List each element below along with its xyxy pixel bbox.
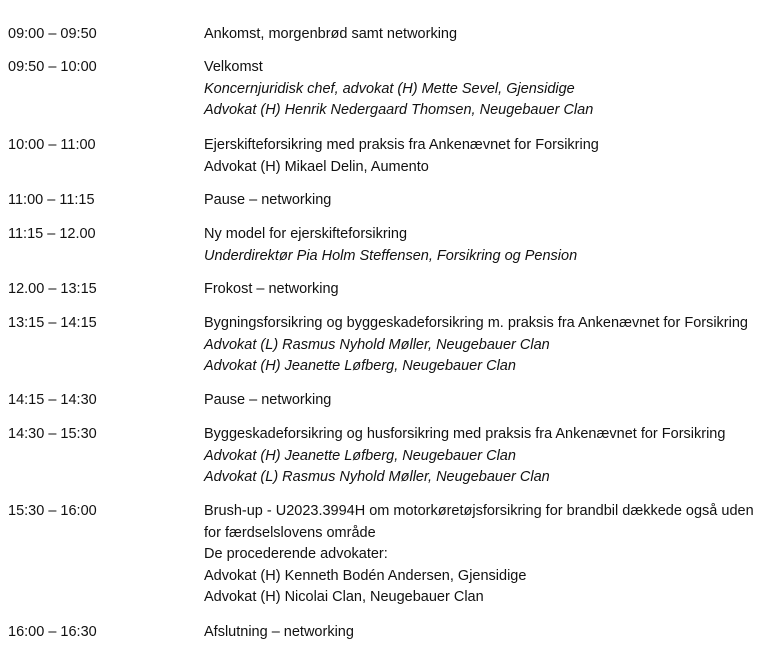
row-content: [204, 190, 770, 212]
row-time: 12.00 – 13:15: [8, 281, 97, 297]
session-title: Afslutning – networking: [204, 624, 354, 640]
row-time: 11:15 – 12.00: [8, 226, 96, 242]
session-title: Velkomst: [204, 59, 263, 75]
speaker-line: Advokat (H) Kenneth Bodén Andersen, Gjensidige: [204, 567, 527, 584]
speaker-line: Advokat (H) Mikael Delin, Aumento: [204, 158, 429, 175]
row-content: [204, 622, 770, 644]
speaker-line: Advokat (H) Henrik Nedergaard Thomsen, Neugebauer Clan: [204, 102, 594, 118]
row-content: [204, 24, 770, 46]
row-time: 14:30 – 15:30: [8, 426, 97, 442]
row-content: [204, 424, 770, 489]
session-title: Pause – networking: [204, 192, 332, 208]
speaker-line: Koncernjuridisk chef, advokat (H) Mette Sevel, Gjensidige: [204, 80, 575, 97]
speaker-line: Advokat (H) Jeanette Løfberg, Neugebauer Clan: [204, 358, 516, 374]
row-time: 14:15 – 14:30: [8, 392, 97, 408]
row-time: 09:50 – 10:00: [8, 59, 97, 75]
row-time: 09:00 – 09:50: [8, 26, 97, 42]
session-title: Byggeskadeforsikring og husforsikring med praksis fra Ankenævnet for Forsikring: [204, 426, 726, 442]
session-title: Frokost – networking: [204, 281, 339, 297]
row-content: [204, 279, 770, 301]
row-content: [204, 313, 770, 378]
speaker-line: Advokat (L) Rasmus Nyhold Møller, Neugebauer Clan: [204, 336, 550, 353]
speaker-line: Advokat (H) Nicolai Clan, Neugebauer Clan: [204, 589, 484, 605]
row-content: [204, 135, 770, 178]
row-time: 10:00 – 11:00: [8, 137, 96, 153]
session-title: Bygningsforsikring og byggeskadeforsikring m. praksis fra Ankenævnet for Forsikring: [204, 315, 748, 331]
row-content: [204, 224, 770, 267]
row-time: 15:30 – 16:00: [8, 503, 97, 519]
speaker-line: Advokat (H) Jeanette Løfberg, Neugebauer Clan: [204, 447, 516, 464]
session-title: Ny model for ejerskifteforsikring: [204, 226, 408, 242]
session-title: Pause – networking: [204, 392, 332, 408]
row-content: [204, 57, 770, 122]
row-time: 11:00 – 11:15: [8, 192, 95, 208]
row-time: 16:00 – 16:30: [8, 624, 97, 640]
speaker-line: Advokat (L) Rasmus Nyhold Møller, Neugebauer Clan: [204, 469, 550, 485]
row-time: 13:15 – 14:15: [8, 315, 97, 331]
session-title: Brush-up - U2023.3994H om motorkøretøjsforsikring for brandbil dækkede også uden for færdselslovens område: [204, 503, 754, 541]
session-title: Ejerskifteforsikring med praksis fra Ankenævnet for Forsikring: [204, 137, 599, 153]
speaker-line: De procederende advokater:: [204, 546, 388, 562]
row-content: [204, 501, 770, 609]
row-content: [204, 390, 770, 412]
session-title: Ankomst, morgenbrød samt networking: [204, 26, 458, 42]
speaker-line: Underdirektør Pia Holm Steffensen, Forsikring og Pension: [204, 247, 578, 264]
